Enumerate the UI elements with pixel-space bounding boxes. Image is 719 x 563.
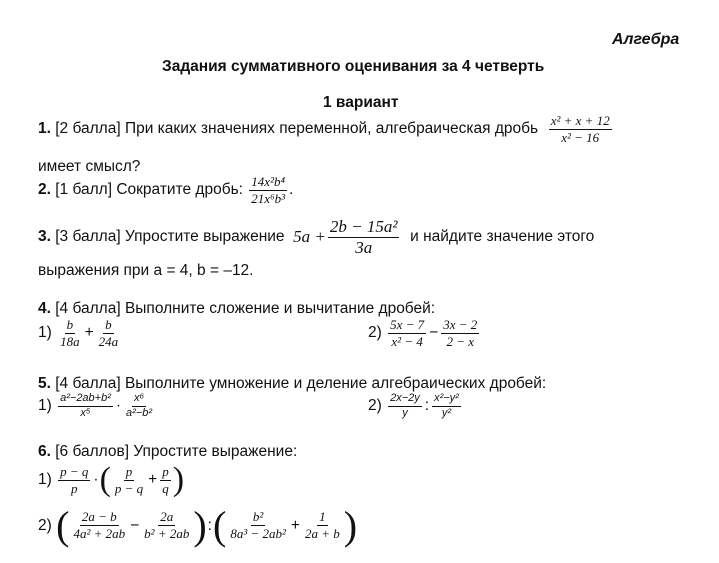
page-title: Задания суммативного оценивания за 4 четверть: [162, 58, 545, 75]
fraction-denominator: 18a: [60, 333, 80, 349]
fraction: [432, 393, 461, 419]
task-1-text-b: имеет смысл?: [38, 158, 141, 175]
fraction: [58, 393, 113, 419]
fraction: [124, 393, 154, 419]
task-6-part-2: [38, 502, 357, 549]
subject-label: Алгебра: [612, 31, 680, 48]
fraction: [71, 510, 127, 540]
task-5-text: [4 балла] Выполните умножение и деление алгебраических дробей:: [55, 375, 547, 392]
fraction-denominator: a²−b²: [126, 406, 153, 419]
part-label: 2): [38, 516, 52, 534]
fraction-denominator: p: [71, 480, 78, 496]
operator: +: [148, 471, 158, 488]
fraction-numerator: x²−y²: [432, 393, 461, 407]
task-3-text-b: и найдите значение этого: [410, 228, 595, 246]
task-4-part-1: [38, 318, 122, 348]
part-label: 1): [38, 397, 52, 415]
fraction: [160, 465, 171, 495]
operator: :: [424, 397, 430, 415]
fraction: [303, 510, 342, 540]
fraction-denominator: b² + 2ab: [144, 526, 190, 541]
task-4-text: [4 балла] Выполните сложение и вычитание дробей:: [55, 300, 436, 317]
fraction-numerator: 5x − 7: [390, 317, 425, 332]
task-1-line-a: [38, 114, 614, 144]
fraction-denominator: x² − 16: [561, 129, 600, 145]
fraction-numerator: 3x − 2: [443, 317, 478, 332]
fraction-numerator: p − q: [60, 463, 89, 479]
task-5-part-1: [38, 393, 156, 419]
task-2-text: [1 балл] Сократите дробь:: [55, 181, 243, 199]
variant-label: 1 вариант: [323, 94, 399, 111]
task-5-line: [38, 375, 546, 393]
fraction-numerator: 2a − b: [81, 509, 117, 525]
task-3-expr-lead: 5a +: [293, 227, 326, 247]
fraction: [441, 318, 479, 348]
fraction-denominator: 3a: [355, 237, 373, 257]
fraction: [388, 318, 426, 348]
task-4-number: 4.: [38, 300, 51, 317]
fraction: [228, 510, 288, 540]
task-2-fraction: [249, 175, 287, 205]
fraction: [58, 318, 82, 348]
task-6-text: [6 баллов] Упростите выражение:: [55, 443, 298, 460]
task-1-fraction: [549, 114, 612, 144]
task-1-number: 1.: [38, 120, 51, 138]
task-2-tail: .: [288, 181, 294, 199]
operator: ·: [115, 397, 122, 415]
left-paren: (: [212, 503, 227, 548]
left-paren: (: [56, 503, 70, 548]
fraction-denominator: 4a² + 2ab: [73, 526, 126, 541]
fraction-denominator: 24a: [98, 333, 119, 349]
fraction: [113, 465, 145, 495]
fraction-numerator: b: [105, 317, 112, 332]
fraction-denominator: x⁵: [80, 406, 91, 419]
task-3-number: 3.: [38, 228, 51, 246]
task-6-line: [38, 443, 297, 461]
task-3-condition: a = 4, b = –12.: [153, 262, 254, 279]
fraction-numerator: 1: [319, 509, 326, 525]
fraction-numerator: p: [162, 463, 169, 479]
fraction-denominator: 2a + b: [304, 526, 340, 541]
task-4-line: [38, 300, 435, 318]
part-label: 2): [368, 397, 382, 415]
right-paren: ): [172, 461, 185, 498]
task-1-text: [2 балла] При каких значениях переменной, алгебраическая дробь: [55, 120, 539, 138]
operator: +: [84, 324, 94, 342]
fraction: [388, 393, 422, 419]
fraction-numerator: 14x²b⁴: [251, 174, 285, 189]
operator: +: [290, 516, 300, 534]
right-paren: ): [343, 503, 358, 548]
task-6-part-1: [38, 461, 184, 499]
fraction-numerator: a²−2ab+b²: [58, 393, 113, 407]
fraction-numerator: x² + x + 12: [550, 113, 610, 128]
task-3-line-b: [38, 262, 254, 280]
left-paren: (: [99, 461, 111, 498]
fraction-numerator: 2a: [160, 509, 174, 525]
task-2-number: 2.: [38, 181, 51, 199]
fraction-denominator: q: [162, 480, 169, 496]
fraction-denominator: x² − 4: [391, 333, 423, 349]
operator: ·: [93, 471, 99, 488]
fraction-denominator: y²: [441, 406, 452, 419]
task-6-number: 6.: [38, 443, 51, 460]
task-3-text-c: выражения при: [38, 262, 150, 279]
operator: −: [429, 324, 439, 342]
task-3-fraction: [328, 218, 400, 257]
fraction-denominator: 8a³ − 2ab²: [230, 526, 286, 541]
task-2-line: [38, 175, 293, 205]
part-label: 1): [38, 471, 52, 488]
fraction-denominator: p − q: [114, 480, 144, 496]
right-paren: ): [193, 503, 207, 548]
fraction-numerator: 2x−2y: [388, 393, 422, 407]
fraction: [142, 510, 191, 540]
fraction-numerator: b²: [252, 509, 264, 525]
part-label: 2): [368, 324, 382, 342]
fraction-denominator: y: [402, 406, 408, 419]
fraction-numerator: x⁶: [132, 393, 146, 407]
task-4-part-2: [368, 318, 481, 348]
fraction: [97, 318, 121, 348]
operator: −: [130, 516, 140, 534]
fraction: [58, 465, 90, 495]
task-5-part-2: [368, 393, 463, 419]
task-5-number: 5.: [38, 375, 51, 392]
fraction-numerator: b: [66, 317, 74, 332]
operator: :: [207, 516, 212, 534]
task-3-line-a: [38, 218, 594, 257]
fraction-numerator: 2b − 15a²: [329, 217, 398, 236]
part-label: 1): [38, 324, 52, 342]
task-3-text: [3 балла] Упростите выражение: [55, 228, 285, 246]
fraction-numerator: p: [125, 463, 133, 479]
fraction-denominator: 2 − x: [446, 333, 475, 349]
fraction-denominator: 21x⁶b³: [251, 190, 285, 206]
